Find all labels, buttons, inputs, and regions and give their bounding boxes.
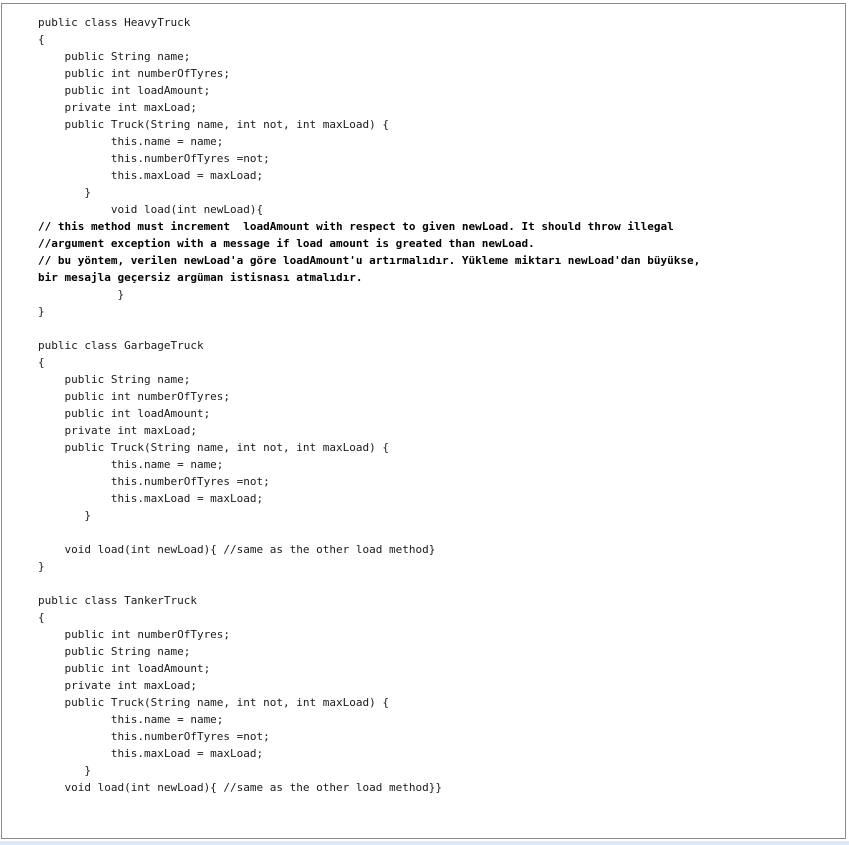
code-line-3: public String name; [38,50,191,63]
code-line-37: public int numberOfTyres; [38,628,231,641]
code-line-43: this.numberOfTyres =not; [38,730,270,743]
code-document-frame [1,3,846,839]
code-line-26: public Truck(String name, int not, int maxLoad) { [38,441,389,454]
code-line-20: public class GarbageTruck [38,339,204,352]
code-line-44: this.maxLoad = maxLoad; [38,747,264,760]
code-line-36: { [38,611,45,624]
code-line-39: public int loadAmount; [38,662,211,675]
code-line-40: private int maxLoad; [38,679,197,692]
code-line-17: } [38,288,125,301]
code-line-32: void load(int newLoad){ //same as the other load method} [38,543,436,556]
code-line-25: private int maxLoad; [38,424,197,437]
code-line-33: } [38,560,45,573]
code-line-19 [38,320,700,337]
code-line-27: this.name = name; [38,458,224,471]
code-line-15: // bu yöntem, verilen newLoad'a göre loadAmount'u artırmalıdır. Yükleme miktarı newLoad'dan büyükse, [38,254,701,267]
code-line-38: public String name; [38,645,191,658]
code-line-21: { [38,356,45,369]
code-line-1: public class HeavyTruck [38,16,191,29]
code-line-10: this.maxLoad = maxLoad; [38,169,264,182]
code-line-13: // this method must increment loadAmount with respect to given newLoad. It should throw illegal [38,220,674,233]
code-line-34 [38,575,700,592]
code-line-31 [38,524,700,541]
code-line-8: this.name = name; [38,135,224,148]
code-line-23: public int numberOfTyres; [38,390,231,403]
code-listing [38,14,700,796]
code-line-2: { [38,33,45,46]
code-line-9: this.numberOfTyres =not; [38,152,270,165]
code-line-16: bir mesajla geçersiz argüman istisnası atmalıdır. [38,271,363,284]
code-line-42: this.name = name; [38,713,224,726]
code-line-24: public int loadAmount; [38,407,211,420]
bottom-edge-strip [0,841,849,845]
code-line-45: } [38,764,91,777]
code-line-35: public class TankerTruck [38,594,197,607]
code-line-41: public Truck(String name, int not, int maxLoad) { [38,696,389,709]
code-line-11: } [38,186,91,199]
code-line-12: void load(int newLoad){ [38,203,264,216]
code-line-29: this.maxLoad = maxLoad; [38,492,264,505]
code-line-5: public int loadAmount; [38,84,211,97]
code-line-4: public int numberOfTyres; [38,67,231,80]
code-line-28: this.numberOfTyres =not; [38,475,270,488]
code-line-14: //argument exception with a message if load amount is greated than newLoad. [38,237,535,250]
code-line-46: void load(int newLoad){ //same as the other load method}} [38,781,442,794]
code-line-6: private int maxLoad; [38,101,197,114]
code-line-22: public String name; [38,373,191,386]
code-line-18: } [38,305,45,318]
code-line-30: } [38,509,91,522]
code-line-7: public Truck(String name, int not, int maxLoad) { [38,118,389,131]
